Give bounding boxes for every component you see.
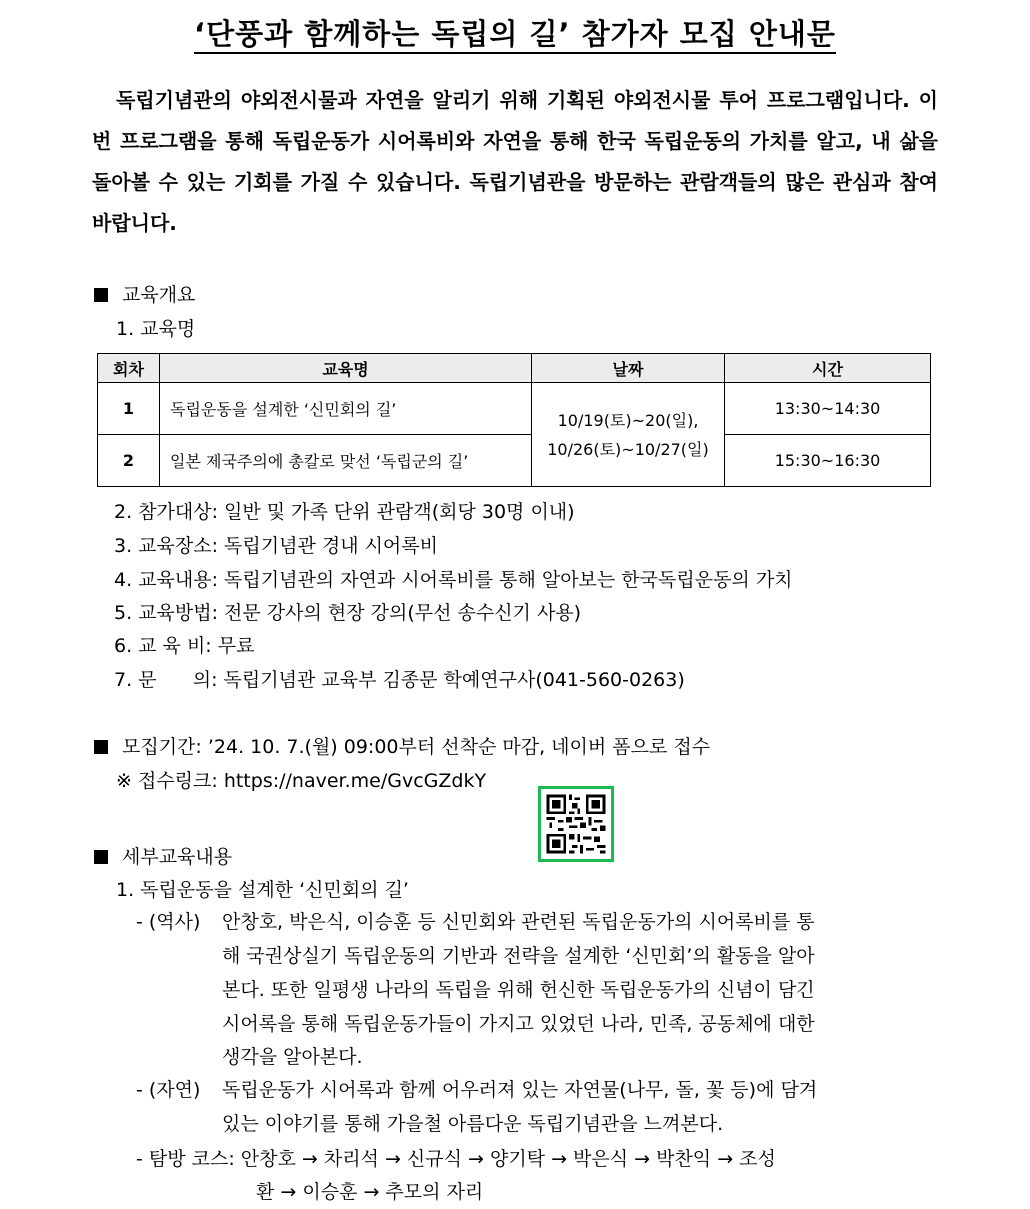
overview-item: 2. 참가대상: 일반 및 가족 단위 관람객(회당 30명 이내) bbox=[114, 501, 575, 523]
course-line: - 탐방 코스: 안창호 → 차리석 → 신규식 → 양기탁 → 박은식 → 박찬익 → 조성 bbox=[136, 1148, 776, 1170]
overview-item: 4. 교육내용: 독립기념관의 자연과 시어록비를 통해 알아보는 한국독립운동의 가치 bbox=[114, 569, 793, 591]
overview-heading-text: 교육개요 bbox=[122, 284, 196, 306]
session-number: 2 bbox=[98, 435, 160, 487]
detail-heading bbox=[94, 842, 232, 869]
history-label: - (역사) bbox=[136, 911, 201, 933]
signup-link[interactable]: ※ 접수링크: https://naver.me/GvcGZdkY bbox=[116, 770, 487, 792]
overview-item: 3. 교육장소: 독립기념관 경내 시어록비 bbox=[114, 535, 438, 557]
session-time: 13:30~14:30 bbox=[725, 383, 931, 435]
session-dates bbox=[532, 383, 725, 487]
square-bullet-icon bbox=[94, 288, 108, 302]
document-title bbox=[0, 12, 1030, 53]
session-number: 1 bbox=[98, 383, 160, 435]
nature-label: - (자연) bbox=[136, 1079, 201, 1101]
table-header: 교육명 bbox=[160, 354, 532, 383]
nature-line: 독립운동가 시어록과 함께 어우러져 있는 자연물(나무, 돌, 꽃 등)에 담겨 bbox=[222, 1079, 818, 1101]
history-line: 생각을 알아본다. bbox=[222, 1046, 363, 1068]
table-header-row bbox=[98, 354, 931, 383]
nature-line: 있는 이야기를 통해 가을철 아름다운 독립기념관을 느껴본다. bbox=[222, 1113, 724, 1135]
overview-sub1: 1. 교육명 bbox=[116, 318, 196, 340]
session-name: 독립운동을 설계한 ‘신민회의 길’ bbox=[160, 383, 532, 435]
course-line: 환 → 이승훈 → 추모의 자리 bbox=[256, 1181, 484, 1203]
title-text: ‘단풍과 함께하는 독립의 길’ 참가자 모집 안내문 bbox=[194, 17, 836, 54]
overview-item: 5. 교육방법: 전문 강사의 현장 강의(무선 송수신기 사용) bbox=[114, 602, 582, 624]
session-time: 15:30~16:30 bbox=[725, 435, 931, 487]
education-table bbox=[97, 353, 931, 487]
date-line: 10/26(토)~10/27(일) bbox=[547, 439, 709, 459]
detail-sub1: 1. 독립운동을 설계한 ‘신민회의 길’ bbox=[116, 879, 409, 901]
overview-item: 6. 교 육 비: 무료 bbox=[114, 635, 255, 657]
qr-code-icon[interactable] bbox=[538, 786, 614, 862]
intro-paragraph: 독립기념관의 야외전시물과 자연을 알리기 위해 기획된 야외전시물 투어 프로그램입니다. 이번 프로그램을 통해 독립운동가 시어록비와 자연을 통해 한국 독립운동의 가치를 알고, 내 삶을 돌아볼 수 있는 기회를 가질 수 있습니다. 독립기념관을 방문하는 관람객들의 많은 관심과 참여 바랍니다. bbox=[92, 88, 938, 235]
date-line: 10/19(토)~20(일), bbox=[557, 410, 699, 430]
history-line: 본다. 또한 일평생 나라의 독립을 위해 헌신한 독립운동가의 신념이 담긴 bbox=[222, 979, 815, 1001]
square-bullet-icon bbox=[94, 740, 108, 754]
table-header: 시간 bbox=[725, 354, 931, 383]
table-header: 회차 bbox=[98, 354, 160, 383]
overview-item: 7. 문 의: 독립기념관 교육부 김종문 학예연구사(041-560-0263) bbox=[114, 669, 685, 691]
overview-heading bbox=[94, 280, 195, 307]
history-line: 해 국권상실기 독립운동의 기반과 전략을 설계한 ‘신민회’의 활동을 알아 bbox=[222, 945, 815, 967]
history-line: 안창호, 박은식, 이승훈 등 신민회와 관련된 독립운동가의 시어록비를 통 bbox=[222, 911, 815, 933]
recruit-heading-text: 모집기간: ’24. 10. 7.(월) 09:00부터 선착순 마감, 네이버 폼으로 접수 bbox=[122, 736, 711, 758]
session-name: 일본 제국주의에 총칼로 맞선 ‘독립군의 길’ bbox=[160, 435, 532, 487]
recruit-heading bbox=[94, 732, 710, 759]
table-row bbox=[98, 383, 931, 435]
detail-heading-text: 세부교육내용 bbox=[122, 846, 233, 868]
table-header: 날짜 bbox=[532, 354, 725, 383]
history-line: 시어록을 통해 독립운동가들이 가지고 있었던 나라, 민족, 공동체에 대한 bbox=[222, 1013, 815, 1035]
table-row bbox=[98, 435, 931, 487]
square-bullet-icon bbox=[94, 850, 108, 864]
